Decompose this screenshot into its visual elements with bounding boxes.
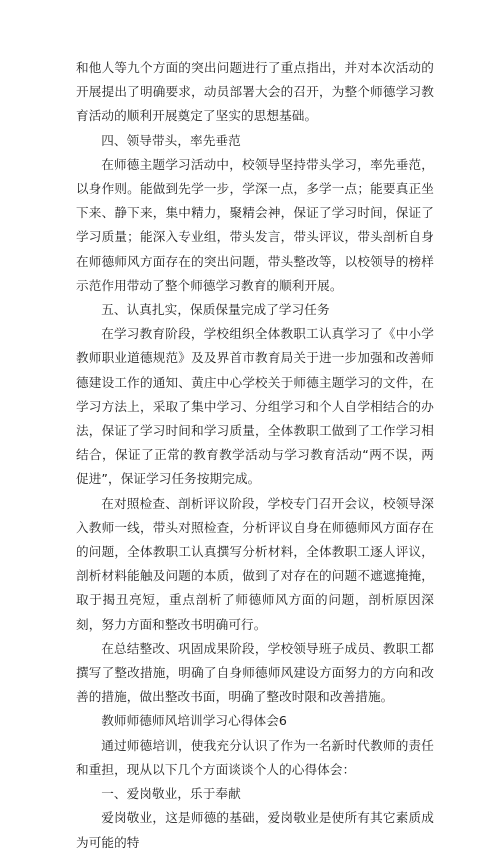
section-heading-diligence: 五、认真扎实，保质保量完成了学习任务: [101, 302, 330, 318]
paragraph-training-intro: 通过师德培训，使我充分认识了作为一名新时代教师的责任和重担，现从以下几个方面谈谈个人的心得体会：: [76, 737, 434, 777]
paragraph-review-phase: 在对照检查、剖析评议阶段，学校专门召开会议，校领导深入教师一线，带头对照检查，分析评议自身在师德师风方面存在的问题，全体教职工认真撰写分析材料，全体教职工逐人评议，剖析材料能触及问题的本质，做到了对存在的问题不遮遮掩掩，取于揭丑亮短，重点剖析了师德师风方面的问题，剖析原因深刻，努力方面和整改书明确可行。: [76, 495, 434, 632]
paragraph-dedication: 爱岗敬业，这是师德的基础，爱岗敬业是使所有其它素质成为可能的特: [76, 810, 434, 850]
document-body: [76, 56, 434, 855]
paragraph-intro-continued: 和他人等九个方面的突出问题进行了重点指出，并对本次活动的开展提出了明确要求，动员部署大会的召开，为整个师德学习教育活动的顺利开展奠定了坚实的思想基础。: [76, 60, 434, 124]
section-heading-dedication: 一、爱岗敬业，乐于奉献: [101, 786, 241, 802]
paragraph-leadership: 在师德主题学习活动中，校领导坚持带头学习，率先垂范，以身作则。能做到先学一步，学深一点，多学一点；能要真正坐下来、静下来，集中精力，聚精会神，保证了学习时间，保证了学习质量；能深入专业组，带头发言，带头评议，带头剖析自身在师德师风方面存在的突出问题，带头整改等，以校领导的榜样示范作用带动了整个师德学习教育的顺利开展。: [76, 156, 434, 293]
article-title: 教师师德师风培训学习心得体会6: [101, 713, 288, 729]
paragraph-study-phase: 在学习教育阶段，学校组织全体教职工认真学习了《中小学教师职业道德规范》及及界首市教育局关于进一步加强和改善师德建设工作的通知、黄庄中心学校关于师德主题学习的文件，在学习方法上，采取了集中学习、分组学习和个人自学相结合的办法，保证了学习时间和学习质量，全体教职工做到了工作学习相结合，保证了正常的教育教学活动与学习教育活动“两不误，两促进”，保证学习任务按期完成。: [76, 326, 434, 487]
paragraph-rectification-phase: 在总结整改、巩固成果阶段，学校领导班子成员、教职工都撰写了整改措施，明确了自身师德师风建设方面努力的方向和改善的措施，做出整改书面，明确了整改时限和改善措施。: [76, 640, 434, 705]
section-heading-leadership: 四、领导带头，率先垂范: [101, 132, 241, 148]
